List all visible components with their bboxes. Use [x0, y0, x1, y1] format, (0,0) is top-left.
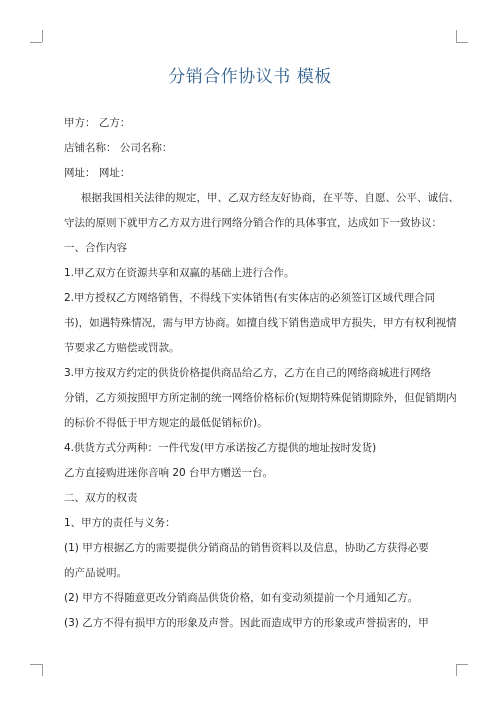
clause-2-line-2: 书)，如遇特殊情况，需与甲方协商。如擅自线下销售造成甲方损失，甲方有权利视情 — [64, 317, 457, 329]
subsection-party-a-duties: 1、甲方的责任与义务： — [64, 517, 176, 529]
party-line: 甲方： 乙方： — [64, 117, 131, 129]
clause-4: 4.供货方式分两种：一件代发(甲方承诺按乙方提供的地址按时发货) — [64, 442, 377, 454]
duty-3-line-1: (3) 乙方不得有损甲方的形象及声誉。因此而造成甲方的形象或声誉损害的，甲 — [64, 617, 429, 629]
clause-3-line-2: 分销，乙方须按照甲方所定制的统一网络价格标价(短期特殊促销期除外，但促销期内 — [64, 392, 457, 404]
duty-1-line-1: (1) 甲方根据乙方的需要提供分销商品的销售资料以及信息，协助乙方获得必要 — [64, 542, 429, 554]
shop-name-line: 店铺名称： 公司名称： — [64, 142, 173, 154]
preamble-line-1: 根据我国相关法律的规定，甲、乙双方经友好协商，在平等、自愿、公平、诚信、 — [81, 192, 459, 204]
clause-3-line-1: 3.甲方按双方约定的供货价格提供商品给乙方，乙方在自己的网络商城进行网络 — [64, 367, 432, 379]
clause-4-note: 乙方直接购进迷你音响 20 台甲方赠送一台。 — [64, 467, 274, 479]
duty-1-line-2: 的产品说明。 — [64, 567, 127, 579]
preamble-line-2: 守法的原则下就甲方乙方双方进行网络分销合作的具体事宜，达成如下一致协议： — [64, 217, 442, 229]
clause-1: 1.甲乙双方在资源共享和双赢的基础上进行合作。 — [64, 267, 295, 279]
section-heading-cooperation: 一、合作内容 — [64, 242, 127, 254]
clause-3-line-3: 的标价不得低于甲方规定的最低促销标价)。 — [64, 417, 268, 429]
document-title: 分销合作协议书 模板 — [168, 67, 332, 87]
document-body — [64, 111, 459, 636]
duty-2: (2) 甲方不得随意更改分销商品供货价格，如有变动须提前一个月通知乙方。 — [64, 592, 419, 604]
section-heading-rights: 二、双方的权责 — [64, 492, 138, 504]
clause-2-line-3: 节要求乙方赔偿或罚款。 — [64, 342, 180, 354]
website-line: 网址： 网址： — [64, 167, 131, 179]
clause-2-line-1: 2.甲方授权乙方网络销售，不得线下实体销售(有实体店的必须签订区域代理合同 — [64, 292, 436, 304]
